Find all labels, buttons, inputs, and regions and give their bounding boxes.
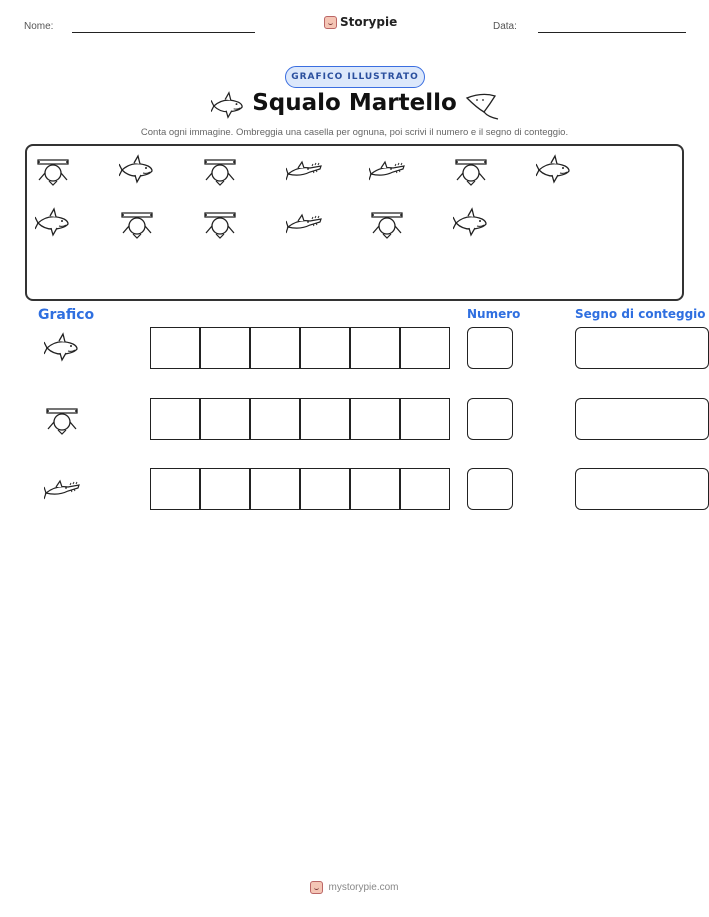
great-white-shark-icon [536,154,572,186]
number-header: Numero [467,307,521,321]
graph-cell[interactable] [250,398,300,440]
graph-cell[interactable] [150,398,200,440]
name-line[interactable] [72,32,255,33]
graph-cell[interactable] [350,468,400,510]
graph-cell[interactable] [300,398,350,440]
hammerhead-shark-icon [453,154,489,186]
tally-answer-box[interactable] [575,468,709,510]
great-white-shark-icon [44,332,80,364]
graph-cell[interactable] [200,327,250,369]
hammerhead-shark-icon [202,207,238,239]
graph-cell[interactable] [150,327,200,369]
tally-header: Segno di conteggio [575,307,706,321]
sawfish-shark-icon [286,207,322,239]
worksheet-type-badge: GRAFICO ILLUSTRATO [285,66,425,88]
tally-answer-box[interactable] [575,398,709,440]
graph-title: Grafico [38,307,95,323]
date-label: Data: [493,21,517,32]
number-answer-box[interactable] [467,327,513,369]
storypie-logo-icon [310,881,323,894]
hammerhead-shark-icon [44,403,80,435]
graph-cell[interactable] [300,468,350,510]
great-white-shark-icon [119,154,155,186]
number-answer-box[interactable] [467,398,513,440]
graph-cell[interactable] [400,398,450,440]
graph-cell[interactable] [250,327,300,369]
date-line[interactable] [538,32,686,33]
graph-cell[interactable] [400,468,450,510]
brand-name: Storypie [340,15,398,29]
hammerhead-shark-icon [119,207,155,239]
graph-cell[interactable] [350,398,400,440]
hammerhead-shark-icon [35,154,71,186]
graph-cell[interactable] [350,327,400,369]
graph-cell[interactable] [200,468,250,510]
number-answer-box[interactable] [467,468,513,510]
great-white-shark-icon [35,207,71,239]
graph-cell[interactable] [200,398,250,440]
sawfish-shark-icon [286,154,322,186]
instructions: Conta ogni immagine. Ombreggia una casella per ognuna, poi scrivi il numero e il segno di conteggio. [140,127,569,138]
great-white-shark-icon [453,207,489,239]
graph-cell[interactable] [400,327,450,369]
graph-cell[interactable] [250,468,300,510]
hammerhead-shark-icon [202,154,238,186]
storypie-logo-icon [324,16,337,29]
footer-site: mystorypie.com [328,882,399,893]
footer [0,881,709,894]
hammerhead-shark-icon [369,207,405,239]
stingray-icon [464,90,500,122]
brand-logo [324,15,397,29]
name-label: Nome: [24,21,54,32]
sawfish-shark-icon [369,154,405,186]
page-title: Squalo Martello [252,90,457,116]
graph-cell[interactable] [150,468,200,510]
sawfish-shark-icon [44,473,80,505]
tally-answer-box[interactable] [575,327,709,369]
graph-cell[interactable] [300,327,350,369]
